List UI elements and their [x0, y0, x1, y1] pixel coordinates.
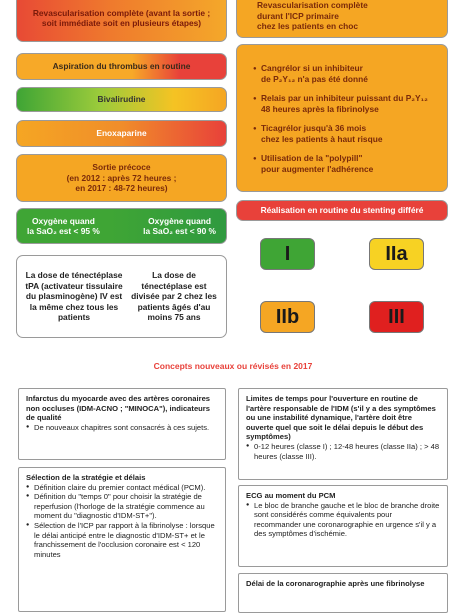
sortie-2012: (en 2012 : après 72 heures ; — [66, 172, 177, 183]
class-iia-box — [369, 238, 424, 270]
bullet1-line2: de P₂Y₁₂ n'a pas été donné — [261, 73, 368, 84]
dose-left-text: La dose de ténectéplase tPA (activateur tissulaire du plasminogène) IV est la même chez tous les patients — [25, 270, 123, 323]
bullet2-line1: Relais par un inhibiteur puissant du P₂Y₁₂ — [261, 93, 428, 103]
minoca-list — [26, 423, 218, 433]
bullet3-line2: chez les patients à haut risque — [261, 133, 383, 144]
sortie-2017: en 2017 : 48-72 heures) — [75, 183, 168, 194]
strategy-item: ● Définition du "temps 0" pour choisir la stratégie de reperfusion (l'horloge de la stratégie commence au moment du "diagnostic d'IDM-ST+"). — [26, 492, 218, 521]
revasc-complete-box — [16, 0, 227, 42]
sortie-precoce-box — [16, 154, 227, 202]
strategy-item: ● Définition claire du premier contact médical (PCM). — [26, 483, 218, 493]
stenting-text: Réalisation en routine du stenting différé — [260, 205, 424, 216]
antiplatelet-item — [253, 153, 428, 174]
minoca-title: Infarctus du myocarde avec des artères coronaires non occluses (IDM-ACNO ; "MINOCA"), indicateurs de qualité — [26, 394, 211, 423]
revasc-icp-line3: chez les patients en choc — [257, 21, 358, 32]
minoca-card — [18, 388, 226, 460]
revasc-complete-text: Revascularisation complète (avant la sortie ; soit immédiate soit en plusieurs étapes) — [32, 7, 211, 28]
section-title: Concepts nouveaux ou révisés en 2017 — [153, 361, 313, 371]
dose-right-text: La dose de ténectéplase est divisée par 2 chez les patients âgés d'au moins 75 ans — [131, 270, 217, 323]
strategy-list — [26, 483, 218, 560]
bullet2-line2: 48 heures après la fibrinolyse — [261, 103, 379, 114]
stenting-box — [236, 200, 448, 221]
oxygen-90-line2: la SaO₂ est < 90 % — [143, 226, 216, 236]
enoxaparine-box — [16, 120, 227, 147]
oxygen-90 — [143, 216, 216, 237]
revasc-icp-line2: durant l'ICP primaire — [257, 10, 339, 21]
oxygen-90-line1: Oxygène quand — [148, 215, 211, 226]
bullet3-line1: Ticagrélor jusqu'à 36 mois — [261, 123, 367, 133]
delay-card — [238, 573, 448, 613]
bullet4-line2: pour augmenter l'adhérence — [261, 163, 374, 174]
ecg-title: ECG au moment du PCM — [246, 491, 336, 500]
minoca-item: ● De nouveaux chapitres sont consacrés à ces sujets. — [26, 423, 218, 433]
antiplatelet-list — [253, 63, 428, 183]
ecg-item: ● Le bloc de branche gauche et le bloc de branche droite sont considérés comme équivalents pour recommander une coronarographie en urgence s'il y a des symptômes d'ischémie. — [246, 501, 440, 539]
class-iii-label: III — [388, 305, 405, 328]
bivalirudine-text: Bivalirudine — [97, 94, 146, 105]
limits-list — [246, 442, 440, 461]
revasc-icp-box — [236, 0, 448, 38]
dose-box — [16, 255, 227, 338]
ecg-list — [246, 501, 440, 539]
aspiration-box — [16, 53, 227, 80]
class-iib-box — [260, 301, 315, 333]
antiplatelet-item — [253, 93, 428, 114]
ecg-card — [238, 485, 448, 567]
limits-item: ● 0-12 heures (classe I) ; 12-48 heures (classe IIa) ; > 48 heures (classe III). — [246, 442, 440, 461]
delay-title: Délai de la coronarographie après une fibrinolyse — [246, 579, 425, 588]
oxygen-box — [16, 208, 227, 244]
limits-title: Limites de temps pour l'ouverture en routine de l'artère responsable de l'IDM (s'il y a des symptômes ou une instabilité dynamique, l'artère doit être ouverte quel que soit le délai depuis le début des symptômes) — [246, 394, 436, 442]
antiplatelet-item — [253, 63, 428, 84]
strategy-item: ● Sélection de l'ICP par rapport à la fibrinolyse : lorsque le délai anticipé entre le diagnostic d'IDM-ST+ et le franchissement de l'occlusion coronaire est < 120 minutes — [26, 521, 218, 559]
revasc-icp-line1: Revascularisation complète — [257, 0, 368, 11]
limits-card — [238, 388, 448, 480]
class-iib-label: IIb — [275, 305, 300, 328]
bullet1-line1: Cangrélor si un inhibiteur — [261, 63, 363, 73]
sortie-title: Sortie précoce — [92, 162, 151, 173]
enoxaparine-text: Enoxaparine — [96, 128, 147, 139]
class-iii-box — [369, 301, 424, 333]
antiplatelet-item — [253, 123, 428, 144]
aspiration-text: Aspiration du thrombus en routine — [52, 61, 191, 72]
oxygen-95-line2: la SaO₂ est < 95 % — [27, 226, 100, 236]
strategy-card — [18, 467, 226, 612]
class-i-box — [260, 238, 315, 270]
antiplatelet-box — [236, 44, 448, 192]
class-iia-label: IIa — [385, 242, 408, 265]
oxygen-95-line1: Oxygène quand — [32, 215, 95, 226]
strategy-title: Sélection de la stratégie et délais — [26, 473, 146, 482]
bullet4-line1: Utilisation de la "polypill" — [261, 153, 363, 163]
oxygen-95 — [27, 216, 100, 237]
class-i-label: I — [284, 242, 291, 265]
bivalirudine-box — [16, 87, 227, 112]
